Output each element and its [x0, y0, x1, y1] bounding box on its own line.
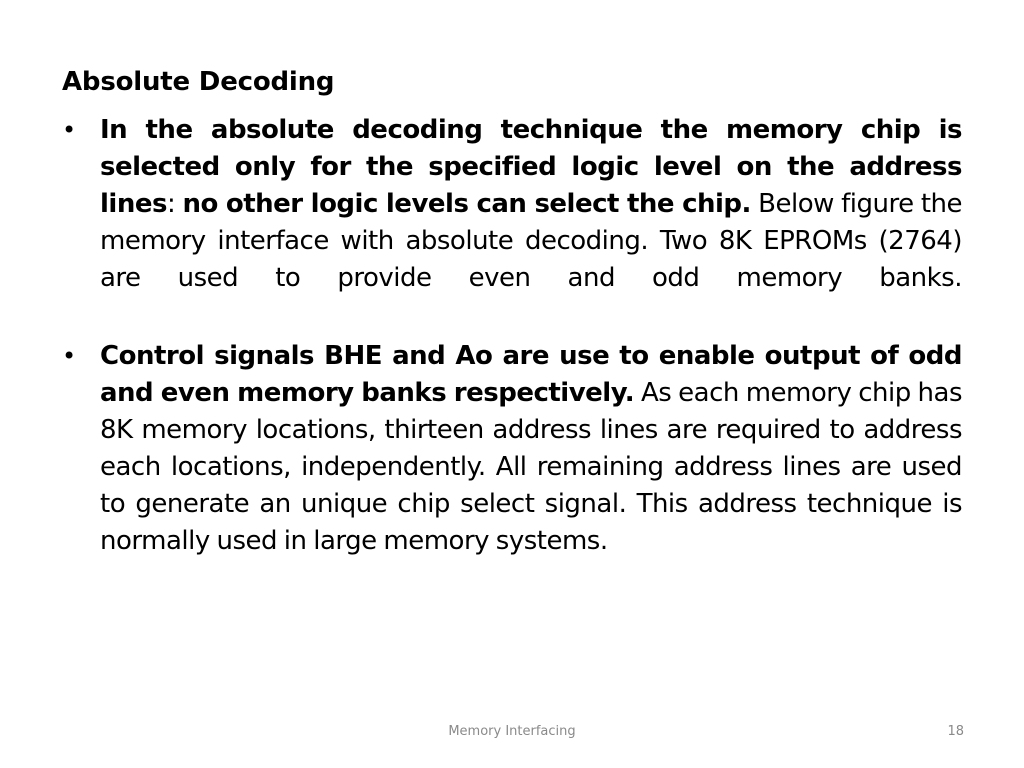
bullet-2-bold-text: Control signals BHE and Ao are use to enable output of odd and even memory banks respectively. [100, 341, 962, 408]
bullet-list [62, 112, 962, 560]
bullet-item-control-signals [62, 338, 962, 560]
bullet-icon: • [62, 342, 76, 370]
slide-number: 18 [947, 724, 964, 739]
bullet-2-normal-text: As each memory chip has 8K memory locations, thirteen address lines are required to address each locations, independently. All remaining address lines are used to generate an unique chip select signal. This address technique is normally used in large memory systems. [100, 378, 962, 556]
bullet-icon: • [62, 116, 76, 144]
bullet-1-bold-text: In the absolute decoding technique the memory chip is selected only for the specified logic level on the address lines [100, 115, 962, 219]
slide-heading: Absolute Decoding [62, 67, 335, 97]
bullet-1-normal-text: Below figure the memory interface with absolute decoding. Two 8K EPROMs (2764) are used to provide even and odd memory banks. [100, 189, 963, 293]
footer-title: Memory Interfacing [448, 724, 576, 739]
bullet-1-bold-text-2: no other logic levels can select the chip. [182, 189, 751, 219]
bullet-item-absolute-decoding [62, 112, 962, 297]
bullet-1-separator: : [166, 189, 183, 219]
